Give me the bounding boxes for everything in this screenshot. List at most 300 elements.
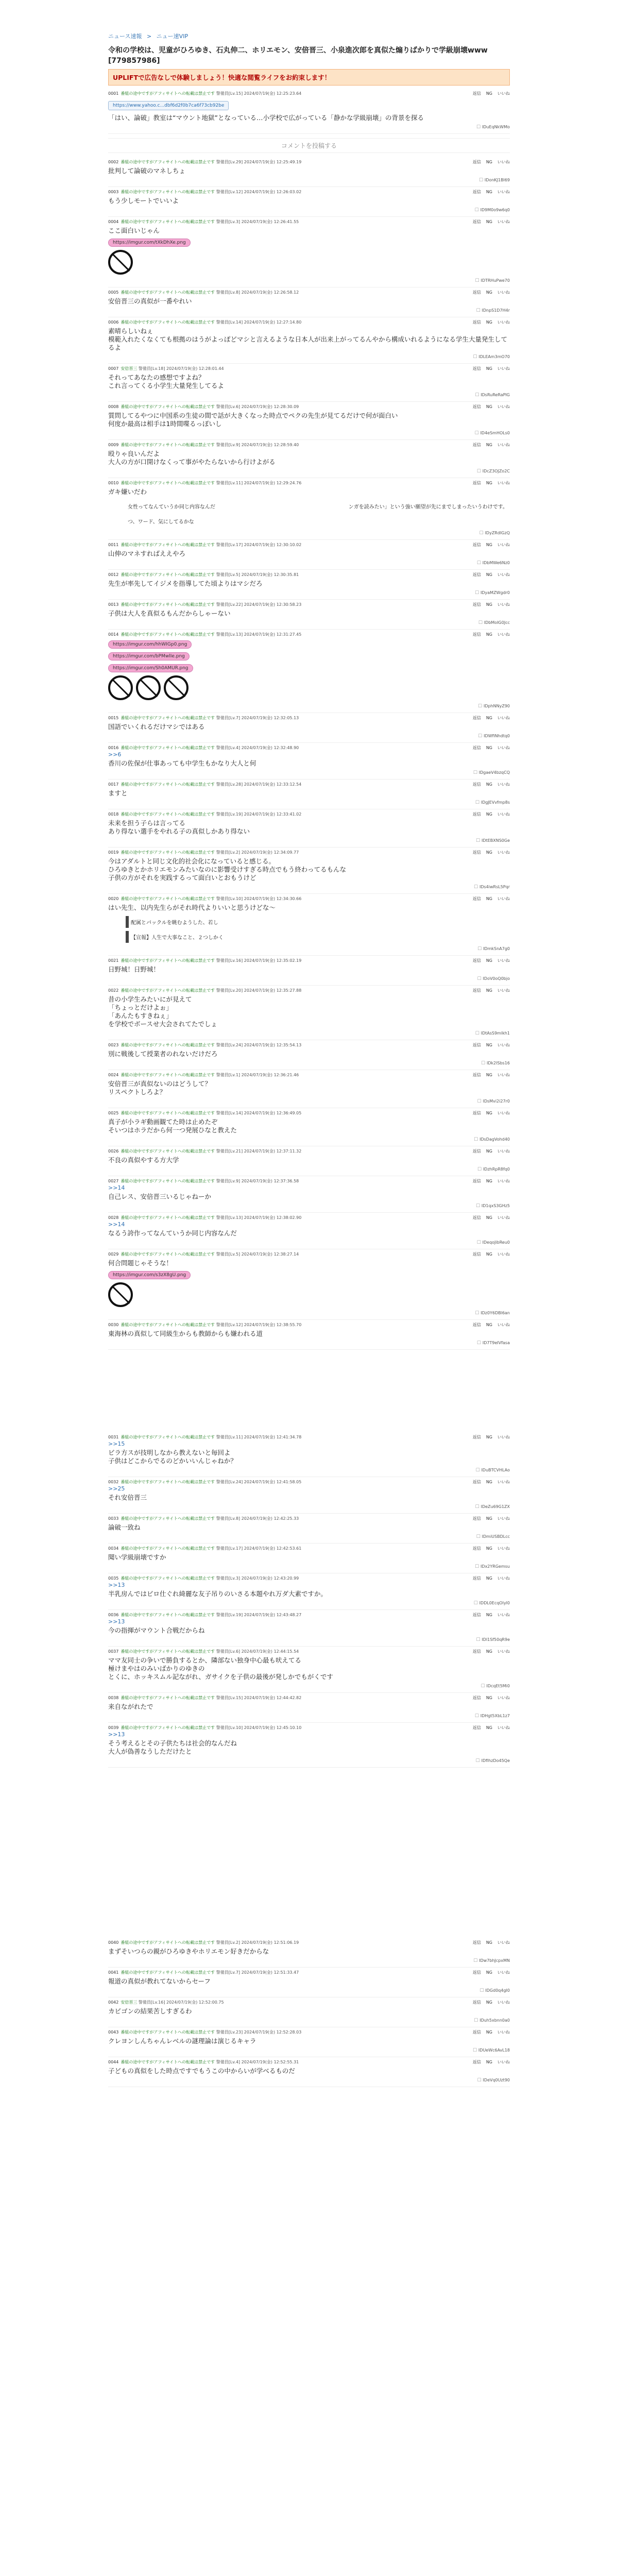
like-button[interactable]: いいね (497, 1970, 510, 1975)
reply-button[interactable]: 返信 (472, 1649, 481, 1654)
ng-button[interactable]: NG (486, 958, 492, 963)
bookmark-icon[interactable]: ☐ (475, 800, 481, 805)
post-date: 2024/07/19(金) 12:51:33.47 (241, 1970, 299, 1975)
post-number[interactable]: 0007 (108, 366, 119, 371)
bookmark-icon[interactable]: ☐ (475, 393, 481, 398)
uplift-banner[interactable]: UPLIFTで広告なしで体験しましょう！快適な閲覧ライフをお約束します！ (108, 69, 510, 86)
reply-button[interactable]: 返信 (472, 1576, 481, 1581)
reply-button[interactable]: 返信 (472, 290, 481, 295)
ng-button[interactable]: NG (486, 988, 492, 993)
ng-button[interactable]: NG (486, 1323, 492, 1327)
post-number[interactable]: 0006 (108, 320, 119, 325)
like-button[interactable]: いいね (497, 1613, 510, 1617)
poster-id[interactable]: ID7T9eIVfasa (482, 1341, 510, 1345)
bookmark-icon[interactable]: ☐ (474, 2018, 480, 2023)
bookmark-icon[interactable]: ☐ (475, 278, 481, 283)
bookmark-icon[interactable]: ☐ (473, 770, 479, 775)
post-number[interactable]: 0038 (108, 1696, 119, 1700)
like-button[interactable]: いいね (497, 1323, 510, 1327)
reply-button[interactable]: 返信 (472, 1546, 481, 1551)
poster-id[interactable]: ID1qxS3GHz5 (481, 1204, 510, 1208)
post-number[interactable]: 0026 (108, 1149, 119, 1154)
ng-button[interactable]: NG (486, 190, 492, 194)
like-button[interactable]: いいね (497, 1043, 510, 1047)
ng-button[interactable]: NG (486, 320, 492, 325)
post-number[interactable]: 0020 (108, 896, 119, 901)
ng-button[interactable]: NG (486, 1970, 492, 1975)
ng-button[interactable]: NG (486, 1252, 492, 1257)
poster-id[interactable]: IDeqoJibReu0 (482, 1240, 510, 1245)
reply-button[interactable]: 返信 (472, 1073, 481, 1077)
bookmark-icon[interactable]: ☐ (479, 1988, 486, 1993)
post-number[interactable]: 0005 (108, 290, 119, 295)
like-button[interactable]: いいね (497, 190, 510, 194)
poster-id[interactable]: IDyaMZWgdr0 (480, 590, 510, 595)
post-number[interactable]: 0014 (108, 632, 119, 637)
reply-button[interactable]: 返信 (472, 1613, 481, 1617)
ng-button[interactable]: NG (486, 1111, 492, 1115)
post-number[interactable]: 0029 (108, 1252, 119, 1257)
bookmark-icon[interactable]: ☐ (476, 1341, 483, 1346)
bookmark-icon[interactable]: ☐ (474, 431, 480, 436)
reply-button[interactable]: 返信 (472, 1696, 481, 1700)
bookmark-icon[interactable]: ☐ (472, 2048, 478, 2053)
reply-anchor[interactable]: >>25 (108, 1485, 125, 1492)
like-button[interactable]: いいね (497, 782, 510, 787)
poster-id[interactable]: IDsMvi2i27r0 (483, 1099, 510, 1104)
bookmark-icon[interactable]: ☐ (477, 946, 484, 952)
ng-button[interactable]: NG (486, 1649, 492, 1654)
like-button[interactable]: いいね (497, 958, 510, 963)
crumb-vip[interactable]: ニュー速VIP (156, 33, 188, 40)
poster-level: 警備員[Lv.28] (215, 782, 244, 787)
like-button[interactable]: いいね (497, 1179, 510, 1183)
bookmark-icon[interactable]: ☐ (478, 704, 484, 709)
poster-id[interactable]: IDWfiNhdtq0 (484, 734, 510, 738)
post-number[interactable]: 0024 (108, 1073, 119, 1077)
post-number[interactable]: 0040 (108, 1940, 119, 1945)
bookmark-icon[interactable]: ☐ (476, 125, 482, 130)
like-button[interactable]: いいね (497, 1546, 510, 1551)
poster-id[interactable]: IDyZRdIGzQ (485, 531, 510, 535)
bookmark-icon[interactable]: ☐ (475, 1758, 482, 1764)
reply-button[interactable]: 返信 (472, 812, 481, 817)
ng-button[interactable]: NG (486, 1073, 492, 1077)
like-button[interactable]: いいね (497, 1480, 510, 1484)
ng-button[interactable]: NG (486, 91, 492, 96)
bookmark-icon[interactable]: ☐ (475, 1504, 481, 1510)
poster-id-row (108, 1310, 510, 1316)
like-button[interactable]: いいね (497, 1516, 510, 1521)
post-number[interactable]: 0016 (108, 745, 119, 750)
ng-button[interactable]: NG (486, 219, 492, 224)
post-number[interactable]: 0015 (108, 716, 119, 720)
ng-button[interactable]: NG (486, 2030, 492, 2035)
ng-button[interactable]: NG (486, 1215, 492, 1220)
poster-id[interactable]: IDx2YRGemsu (480, 1564, 510, 1569)
image-link[interactable]: https://imgur.com/s3zX8gU.png (108, 1271, 191, 1279)
reply-button[interactable]: 返信 (472, 190, 481, 194)
ng-button[interactable]: NG (486, 632, 492, 637)
bookmark-icon[interactable]: ☐ (481, 1061, 487, 1066)
reply-button[interactable]: 返信 (472, 1252, 481, 1257)
poster-id[interactable]: ID9M0o9w6q0 (480, 208, 510, 212)
poster-id[interactable]: IDphNNyZ90 (483, 704, 510, 708)
reply-button[interactable]: 返信 (472, 2030, 481, 2035)
bookmark-icon[interactable]: ☐ (476, 838, 482, 843)
ng-button[interactable]: NG (486, 1435, 492, 1439)
poster-id[interactable]: IDsRuReRaPIG (480, 393, 510, 397)
poster-id[interactable]: IDTRHuPwe70 (480, 278, 510, 283)
reply-button[interactable]: 返信 (472, 1480, 481, 1484)
poster-id[interactable]: ID4eSmHOLs0 (480, 431, 510, 435)
bookmark-icon[interactable]: ☐ (477, 976, 483, 981)
ng-button[interactable]: NG (486, 850, 492, 855)
poster-id[interactable]: IDcZ3OJZo2C (482, 469, 510, 473)
ng-button[interactable]: NG (486, 443, 492, 447)
ng-button[interactable]: NG (486, 1725, 492, 1730)
poster-id[interactable]: IDcqEt5Mi0 (486, 1684, 510, 1688)
poster-id[interactable]: IDeVq0Uzt90 (483, 2078, 510, 2082)
reply-button[interactable]: 返信 (472, 1435, 481, 1439)
like-button[interactable]: いいね (497, 716, 510, 720)
reply-button[interactable]: 返信 (472, 443, 481, 447)
like-button[interactable]: いいね (497, 404, 510, 409)
like-button[interactable]: いいね (497, 812, 510, 817)
reply-button[interactable]: 返信 (472, 160, 481, 164)
bookmark-icon[interactable]: ☐ (475, 1031, 481, 1036)
ng-button[interactable]: NG (486, 782, 492, 787)
poster-id[interactable]: IDw7bhJcpxMN (479, 1958, 510, 1963)
bookmark-icon[interactable]: ☐ (480, 1684, 487, 1689)
reply-button[interactable]: 返信 (472, 632, 481, 637)
post-number[interactable]: 0002 (108, 160, 119, 164)
broken-image-icon (108, 250, 133, 275)
poster-id[interactable]: IDz0Y6DBl6an (480, 1311, 510, 1315)
reply-button[interactable]: 返信 (472, 1323, 481, 1327)
poster-id[interactable]: IDgJEVvfmp8s (480, 800, 510, 805)
post-number[interactable]: 0039 (108, 1725, 119, 1730)
reply-button[interactable]: 返信 (472, 481, 481, 485)
reply-button[interactable]: 返信 (472, 1725, 481, 1730)
reply-button[interactable]: 返信 (472, 404, 481, 409)
reply-button[interactable]: 返信 (472, 1043, 481, 1047)
like-button[interactable]: いいね (497, 481, 510, 485)
like-button[interactable]: いいね (497, 366, 510, 371)
poster-id[interactable]: IDbMoIG0Jcc (484, 620, 510, 625)
poster-id[interactable]: IDbMWe6Nz0 (482, 561, 510, 565)
post-number[interactable]: 0021 (108, 958, 119, 963)
ng-button[interactable]: NG (486, 2000, 492, 2005)
post-number[interactable]: 0041 (108, 1970, 119, 1975)
post-body: 「はい、論破」教室は“マウント地獄”となっている…小学校で広がっている「静かな学級崩壊」の背景を探る (108, 114, 424, 122)
poster-id-row (108, 1758, 510, 1764)
reply-anchor[interactable]: >>14 (108, 1221, 125, 1228)
reply-button[interactable]: 返信 (472, 602, 481, 607)
like-button[interactable]: いいね (497, 572, 510, 577)
reply-button[interactable]: 返信 (472, 91, 481, 96)
reply-anchor[interactable]: >>6 (108, 751, 122, 758)
post-number[interactable]: 0018 (108, 812, 119, 817)
reply-button[interactable]: 返信 (472, 1215, 481, 1220)
poster-id-row (108, 207, 510, 213)
post-body: そう考えるとその子供たちは社会的なんだね 大人が偽善なうしただけたと (108, 1739, 237, 1755)
reply-button[interactable]: 返信 (472, 1179, 481, 1183)
ng-button[interactable]: NG (486, 1516, 492, 1521)
bookmark-icon[interactable]: ☐ (473, 1958, 479, 1963)
like-button[interactable]: いいね (497, 1149, 510, 1154)
like-button[interactable]: いいね (497, 1725, 510, 1730)
like-button[interactable]: いいね (497, 2000, 510, 2005)
bookmark-icon[interactable]: ☐ (476, 1240, 483, 1245)
poster-id[interactable]: IDonKJ1Bl69 (484, 178, 510, 182)
post-number[interactable]: 0010 (108, 481, 119, 485)
bookmark-icon[interactable]: ☐ (476, 1637, 482, 1642)
ng-button[interactable]: NG (486, 1149, 492, 1154)
post-number[interactable]: 0035 (108, 1576, 119, 1581)
like-button[interactable]: いいね (497, 745, 510, 750)
reply-button[interactable]: 返信 (472, 1149, 481, 1154)
like-button[interactable]: いいね (497, 2030, 510, 2035)
post-number[interactable]: 0030 (108, 1323, 119, 1327)
reply-button[interactable]: 返信 (472, 219, 481, 224)
like-button[interactable]: いいね (497, 1696, 510, 1700)
reply-button[interactable]: 返信 (472, 896, 481, 901)
like-button[interactable]: いいね (497, 160, 510, 164)
poster-name: 番組の途中ですがアフィサイトへの転載は禁止です (121, 1480, 215, 1484)
like-button[interactable]: いいね (497, 1435, 510, 1439)
ng-button[interactable]: NG (486, 1576, 492, 1581)
poster-id[interactable]: IDeZu69G1ZX (480, 1504, 510, 1509)
post-number[interactable]: 0001 (108, 91, 119, 96)
like-button[interactable]: いいね (497, 290, 510, 295)
post-number[interactable]: 0011 (108, 543, 119, 547)
reply-anchor[interactable]: >>13 (108, 1582, 125, 1588)
like-button[interactable]: いいね (497, 896, 510, 901)
reply-button[interactable]: 返信 (472, 782, 481, 787)
reply-anchor[interactable]: >>14 (108, 1184, 125, 1191)
post-number[interactable]: 0003 (108, 190, 119, 194)
poster-id[interactable]: IDfIhzDo45Qe (481, 1758, 510, 1763)
bookmark-icon[interactable]: ☐ (474, 1714, 480, 1719)
post-meta (108, 572, 510, 578)
post-number[interactable]: 0043 (108, 2030, 119, 2035)
post-number[interactable]: 0032 (108, 1480, 119, 1484)
reply-button[interactable]: 返信 (472, 745, 481, 750)
poster-id[interactable]: IDDL0EcqOlyl0 (479, 1601, 510, 1605)
bookmark-icon[interactable]: ☐ (478, 178, 485, 183)
like-button[interactable]: いいね (497, 320, 510, 325)
post-number[interactable]: 0012 (108, 572, 119, 577)
like-button[interactable]: いいね (497, 632, 510, 637)
bookmark-icon[interactable]: ☐ (477, 1167, 483, 1172)
like-button[interactable]: いいね (497, 1940, 510, 1945)
poster-id[interactable]: IDuEqNkWMo (482, 125, 510, 129)
ng-button[interactable]: NG (486, 1546, 492, 1551)
poster-id[interactable]: IDsDagVohd40 (479, 1137, 510, 1142)
poster-id[interactable]: IDs4iwRsL5Pqr (479, 885, 510, 889)
post-number[interactable]: 0027 (108, 1179, 119, 1183)
like-button[interactable]: いいね (497, 988, 510, 993)
post-item (108, 1514, 510, 1544)
like-button[interactable]: いいね (497, 2060, 510, 2064)
ng-button[interactable]: NG (486, 160, 492, 164)
image-link[interactable]: https://imgur.com/tXkDhXe.png (108, 239, 191, 247)
like-button[interactable]: いいね (497, 850, 510, 855)
bookmark-icon[interactable]: ☐ (476, 469, 483, 474)
like-button[interactable]: いいね (497, 219, 510, 224)
bookmark-icon[interactable]: ☐ (478, 620, 484, 625)
bookmark-icon[interactable]: ☐ (474, 1137, 480, 1142)
poster-id[interactable]: IDUeWc6AvL18 (478, 2048, 510, 2053)
bookmark-icon[interactable]: ☐ (475, 1564, 481, 1569)
reply-button[interactable]: 返信 (472, 716, 481, 720)
ng-button[interactable]: NG (486, 290, 492, 295)
like-button[interactable]: いいね (497, 1576, 510, 1581)
bookmark-icon[interactable]: ☐ (478, 734, 484, 739)
poster-id[interactable]: IDtAsS9mlkh1 (480, 1031, 510, 1036)
post-item (108, 986, 510, 1040)
reply-anchor[interactable]: >>13 (108, 1731, 125, 1738)
post-number[interactable]: 0031 (108, 1435, 119, 1439)
poster-id[interactable]: IDGd0q4gI0 (485, 1988, 510, 1993)
bookmark-icon[interactable]: ☐ (473, 354, 479, 360)
poster-id[interactable]: IDk2lSbs16 (487, 1061, 510, 1065)
post-number[interactable]: 0037 (108, 1649, 119, 1654)
like-button[interactable]: いいね (497, 1073, 510, 1077)
poster-id[interactable]: IDHgt5XbL1z7 (480, 1714, 510, 1718)
bookmark-icon[interactable]: ☐ (476, 561, 483, 566)
like-button[interactable]: いいね (497, 1649, 510, 1654)
bookmark-icon[interactable]: ☐ (475, 590, 481, 596)
reply-button[interactable]: 返信 (472, 850, 481, 855)
ng-button[interactable]: NG (486, 1043, 492, 1047)
ng-button[interactable]: NG (486, 543, 492, 547)
ng-button[interactable]: NG (486, 1613, 492, 1617)
bookmark-icon[interactable]: ☐ (477, 1099, 483, 1104)
bookmark-icon[interactable]: ☐ (476, 1534, 482, 1539)
post-body: 自己レス、安倍晋三いるじゃねーか (108, 1193, 212, 1200)
reply-button[interactable]: 返信 (472, 320, 481, 325)
reply-anchor[interactable]: >>15 (108, 1440, 125, 1447)
reply-button[interactable]: 返信 (472, 366, 481, 371)
poster-id[interactable]: IDnpS1D7H4r (482, 308, 510, 313)
post-number[interactable]: 0036 (108, 1613, 119, 1617)
reply-button[interactable]: 返信 (472, 958, 481, 963)
poster-name: 番組の途中ですがアフィサイトへの転載は禁止です (121, 988, 215, 993)
ng-button[interactable]: NG (486, 1480, 492, 1484)
ng-button[interactable]: NG (486, 745, 492, 750)
reply-button[interactable]: 返信 (472, 543, 481, 547)
reply-button[interactable]: 返信 (472, 572, 481, 577)
poster-id[interactable]: IDgaeV4bzqCQ (478, 770, 510, 775)
poster-id[interactable]: IDtEBXNS0Ge (482, 838, 510, 843)
ng-button[interactable]: NG (486, 716, 492, 720)
post-number[interactable]: 0017 (108, 782, 119, 787)
post-number[interactable]: 0019 (108, 850, 119, 855)
bookmark-icon[interactable]: ☐ (474, 208, 480, 213)
ng-button[interactable]: NG (486, 366, 492, 371)
external-link[interactable]: https://www.yahoo.c...dbf6d2f0b7ca6f73cb92be (108, 101, 229, 110)
reply-button[interactable]: 返信 (472, 1516, 481, 1521)
post-number[interactable]: 0034 (108, 1546, 119, 1551)
like-button[interactable]: いいね (497, 543, 510, 547)
bookmark-icon[interactable]: ☐ (475, 1204, 482, 1209)
ng-button[interactable]: NG (486, 602, 492, 607)
poster-id[interactable]: IDoV0oQ0bjo (483, 976, 510, 981)
like-button[interactable]: いいね (497, 1215, 510, 1220)
poster-name: 番組の途中ですがアフィサイトへの転載は禁止です (121, 404, 215, 409)
post-number[interactable]: 0009 (108, 443, 119, 447)
poster-id[interactable]: IDmkSnA7g0 (483, 946, 510, 951)
bookmark-icon[interactable]: ☐ (474, 885, 479, 890)
ng-button[interactable]: NG (486, 1179, 492, 1183)
image-link[interactable]: https://imgur.com/bPMwlIe.png (108, 652, 190, 660)
reply-button[interactable]: 返信 (472, 2000, 481, 2005)
ng-button[interactable]: NG (486, 1940, 492, 1945)
post-number[interactable]: 0028 (108, 1215, 119, 1220)
ng-button[interactable]: NG (486, 404, 492, 409)
load-more-button[interactable]: コメントを投稿する (108, 138, 510, 153)
like-button[interactable]: いいね (497, 1111, 510, 1115)
reply-anchor[interactable]: >>13 (108, 1618, 125, 1625)
post-number[interactable]: 0044 (108, 2060, 119, 2064)
post-number[interactable]: 0033 (108, 1516, 119, 1521)
post-date: 2024/07/19(金) 12:34:30.66 (244, 896, 302, 901)
reply-button[interactable]: 返信 (472, 988, 481, 993)
post-number[interactable]: 0013 (108, 602, 119, 607)
reply-button[interactable]: 返信 (472, 2060, 481, 2064)
reply-button[interactable]: 返信 (472, 1970, 481, 1975)
poster-id[interactable]: IDLEAm3mO70 (478, 354, 510, 359)
post-number[interactable]: 0004 (108, 219, 119, 224)
post-number[interactable]: 0008 (108, 404, 119, 409)
post-number[interactable]: 0023 (108, 1043, 119, 1047)
ng-button[interactable]: NG (486, 2060, 492, 2064)
post-number[interactable]: 0042 (108, 2000, 119, 2005)
reply-button[interactable]: 返信 (472, 1111, 481, 1115)
like-button[interactable]: いいね (497, 602, 510, 607)
crumb-news[interactable]: ニュース速報 (108, 33, 142, 40)
bookmark-icon[interactable]: ☐ (479, 531, 485, 536)
bookmark-icon[interactable]: ☐ (477, 2078, 483, 2083)
ng-button[interactable]: NG (486, 572, 492, 577)
image-link[interactable]: https://imgur.com/hhWIGp0.png (108, 640, 192, 649)
reply-button[interactable]: 返信 (472, 1940, 481, 1945)
bookmark-icon[interactable]: ☐ (473, 1601, 479, 1606)
ng-button[interactable]: NG (486, 896, 492, 901)
poster-id[interactable]: IDuh5xbnn0a0 (479, 2018, 510, 2023)
bookmark-icon[interactable]: ☐ (476, 308, 482, 313)
like-button[interactable]: いいね (497, 1252, 510, 1257)
ng-button[interactable]: NG (486, 812, 492, 817)
ng-button[interactable]: NG (486, 481, 492, 485)
poster-id-row (108, 770, 510, 776)
post-number[interactable]: 0025 (108, 1111, 119, 1115)
post-number[interactable]: 0022 (108, 988, 119, 993)
like-button[interactable]: いいね (497, 91, 510, 96)
bookmark-icon[interactable]: ☐ (475, 1311, 481, 1316)
ng-button[interactable]: NG (486, 1696, 492, 1700)
like-button[interactable]: いいね (497, 443, 510, 447)
image-link[interactable]: https://imgur.com/Sh0AMUR.png (108, 664, 193, 672)
poster-id[interactable]: IDzhRpR8fq0 (483, 1167, 510, 1172)
poster-id[interactable]: IDmiUSBDLcc (482, 1534, 510, 1539)
post-actions (468, 1322, 510, 1328)
bookmark-icon[interactable]: ☐ (475, 1468, 482, 1473)
poster-id[interactable]: IDuBTCVHLAo (481, 1468, 510, 1472)
poster-id[interactable]: IDl1Sf50qR9e (482, 1637, 510, 1642)
